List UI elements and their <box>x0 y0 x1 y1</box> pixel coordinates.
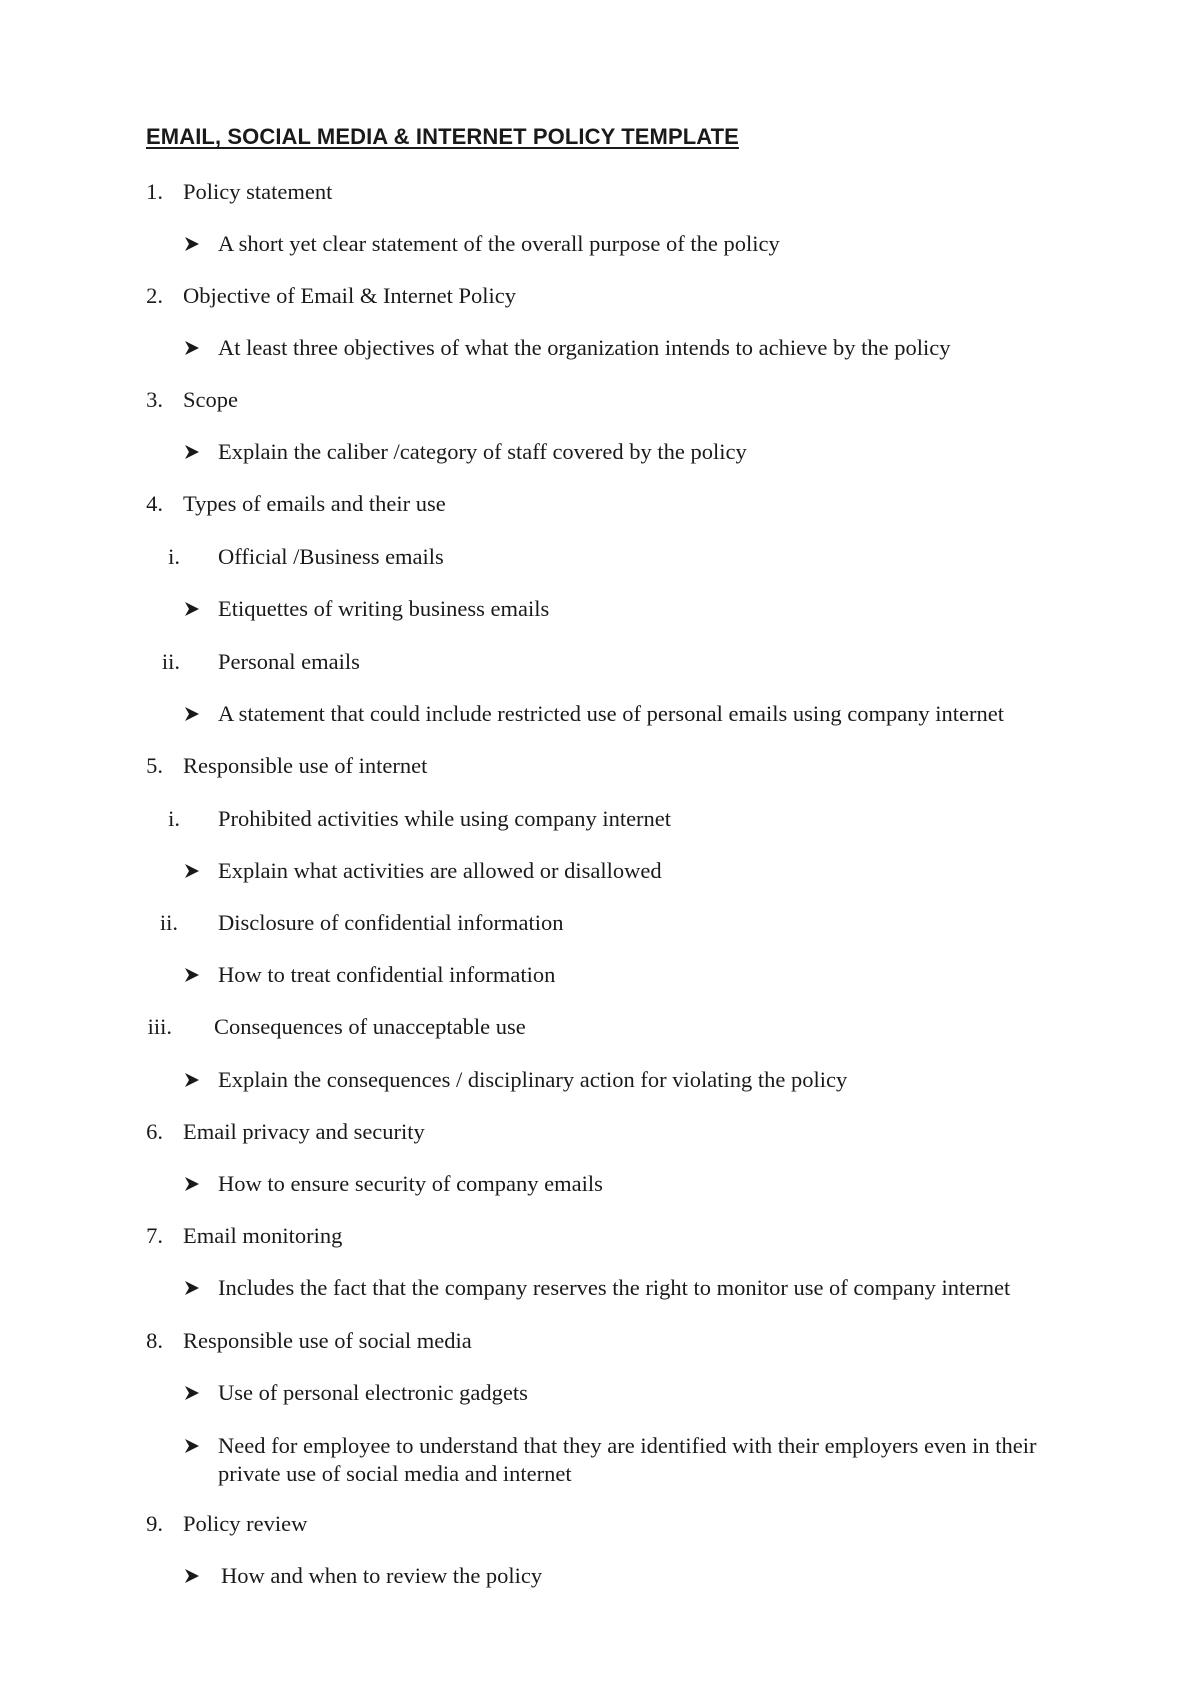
bullet-text: Explain the consequences / disciplinary action for violating the policy <box>218 1067 848 1092</box>
bullet-text: A statement that could include restricted use of personal emails using company internet <box>218 701 1005 726</box>
arrowhead-bullet-icon <box>183 438 203 466</box>
arrowhead-bullet-icon <box>183 334 203 362</box>
subsection-heading: Consequences of unacceptable use <box>214 1014 526 1039</box>
section-heading: Responsible use of internet <box>183 753 428 778</box>
section-heading: Email monitoring <box>183 1223 343 1248</box>
arrowhead-bullet-icon <box>183 1170 203 1198</box>
section-number: 4. <box>146 491 163 516</box>
bullet-text: Explain what activities are allowed or disallowed <box>218 858 662 883</box>
arrowhead-bullet-icon <box>183 1379 203 1407</box>
bullet-text: Use of personal electronic gadgets <box>218 1380 528 1405</box>
bullet-text: A short yet clear statement of the overall purpose of the policy <box>218 231 780 256</box>
arrowhead-bullet-icon <box>183 1562 203 1590</box>
section-number: 8. <box>146 1328 163 1353</box>
section-heading: Scope <box>183 387 238 412</box>
arrowhead-bullet-icon <box>183 1432 203 1460</box>
section-heading: Policy statement <box>183 179 333 204</box>
arrowhead-bullet-icon <box>183 857 203 885</box>
section-heading: Responsible use of social media <box>183 1328 472 1353</box>
subsection-heading: Official /Business emails <box>218 544 444 569</box>
arrowhead-bullet-icon <box>183 595 203 623</box>
section-number: 7. <box>146 1223 163 1248</box>
bullet-text: How and when to review the policy <box>221 1563 543 1588</box>
section-number: 1. <box>146 179 163 204</box>
arrowhead-bullet-icon <box>183 700 203 728</box>
section-number: 3. <box>146 387 163 412</box>
section-number: 5. <box>146 753 163 778</box>
subsection-heading: Personal emails <box>218 649 360 674</box>
bullet-text: Explain the caliber /category of staff covered by the policy <box>218 439 747 464</box>
roman-numeral: iii. <box>147 1014 172 1039</box>
section-heading: Email privacy and security <box>183 1119 425 1144</box>
subsection-heading: Prohibited activities while using company internet <box>218 806 672 831</box>
bullet-text: How to ensure security of company emails <box>218 1171 603 1196</box>
roman-numeral: i. <box>168 544 180 569</box>
section-heading: Types of emails and their use <box>183 491 446 516</box>
section-heading: Policy review <box>183 1511 308 1536</box>
bullet-text: Need for employee to understand that they are identified with their employers even in their private use of social media and internet <box>218 1433 1037 1486</box>
document-title: EMAIL, SOCIAL MEDIA & INTERNET POLICY TEMPLATE <box>146 124 739 149</box>
bullet-text: Etiquettes of writing business emails <box>218 596 550 621</box>
roman-numeral: ii. <box>159 910 178 935</box>
section-number: 2. <box>146 283 163 308</box>
roman-numeral: ii. <box>161 649 180 674</box>
arrowhead-bullet-icon <box>183 230 203 258</box>
section-heading: Objective of Email & Internet Policy <box>183 283 517 308</box>
arrowhead-bullet-icon <box>183 1066 203 1094</box>
section-number: 6. <box>146 1119 163 1144</box>
bullet-text: How to treat confidential information <box>218 962 556 987</box>
bullet-text: At least three objectives of what the organization intends to achieve by the policy <box>218 335 951 360</box>
bullet-text: Includes the fact that the company reserves the right to monitor use of company internet <box>218 1275 1011 1300</box>
section-number: 9. <box>146 1511 163 1536</box>
arrowhead-bullet-icon <box>183 1274 203 1302</box>
roman-numeral: i. <box>168 806 180 831</box>
subsection-heading: Disclosure of confidential information <box>218 910 564 935</box>
arrowhead-bullet-icon <box>183 961 203 989</box>
